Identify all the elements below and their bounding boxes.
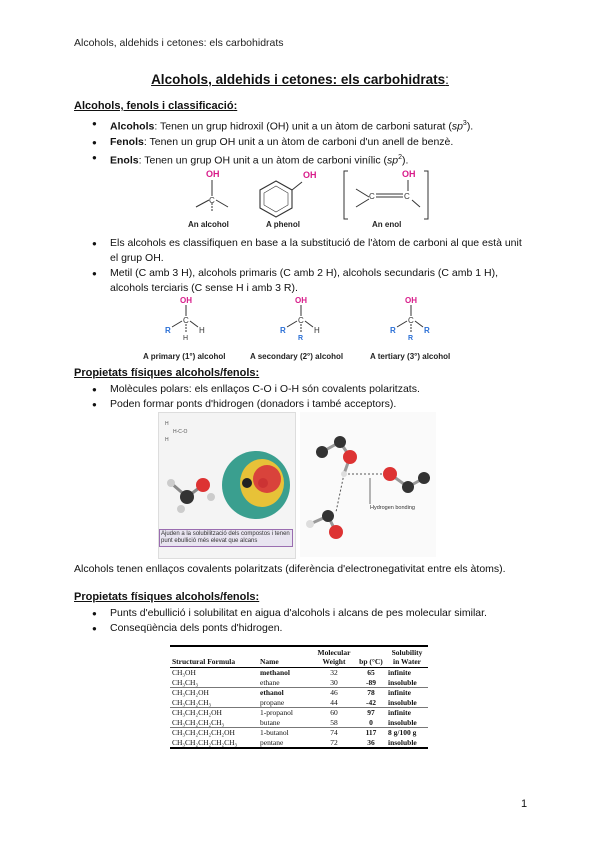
svg-text:C: C	[209, 196, 215, 205]
hydrogen-bond-network-icon	[300, 412, 436, 557]
col-structural-formula: Structural Formula	[170, 646, 258, 668]
svg-text:OH: OH	[295, 296, 307, 305]
bullet-hbonds: ● Poden formar ponts d'hidrogen (donadors i també acceptors).	[92, 397, 532, 412]
alcohol-structure-icon	[196, 169, 228, 212]
svg-text:R: R	[280, 326, 286, 335]
svg-text:H: H	[199, 326, 205, 335]
paragraph-polar-bonds: Alcohols tenen enllaços covalents polaritzats (diferència d'electronegativitat entre els àtoms).	[74, 563, 506, 575]
svg-text:R: R	[165, 326, 171, 335]
figure-note: Ajuden a la solubilització dels compostos i tenen punt ebullició més elevat que alcans	[159, 529, 293, 547]
svg-text:OH: OH	[402, 169, 416, 179]
section-heading-classification: Alcohols, fenols i classificació:	[74, 100, 238, 112]
svg-text:R: R	[390, 326, 396, 335]
svg-text:R: R	[424, 326, 430, 335]
svg-text:C: C	[298, 316, 304, 325]
bullet-substitution: ● Els alcohols es classifiquen en base a la substitució de l'àtom de carboni al que està unit el grup OH.	[92, 236, 532, 266]
table-header-row	[170, 646, 428, 668]
hydrogen-bonding-label: Hydrogen bonding	[370, 505, 415, 511]
secondary-alcohol-icon	[280, 296, 320, 342]
bullet-fenols: ● Fenols: Tenen un grup OH unit a un àtom de carboni d'un anell de benzè.	[92, 135, 532, 150]
svg-text:H: H	[183, 335, 189, 342]
section-heading-physical-2: Propietats físiques alcohols/fenols:	[74, 591, 260, 603]
caption-primary: A primary (1°) alcohol	[143, 352, 226, 361]
classification-bullets	[92, 116, 532, 168]
svg-text:C: C	[369, 192, 375, 201]
svg-text:C: C	[404, 192, 410, 201]
svg-text:R: R	[298, 335, 304, 342]
svg-text:OH: OH	[180, 296, 192, 305]
table-row: CH₃CH₂CH₂CH₃ butane 58 0 insoluble	[172, 717, 417, 727]
svg-text:OH: OH	[206, 169, 220, 179]
section-heading-physical-1: Propietats físiques alcohols/fenols:	[74, 367, 260, 379]
classification-bullets-2	[92, 236, 532, 296]
table-row: CH₃CH₂CH₃ propane 44 -42 insoluble	[172, 697, 417, 707]
page-number: 1	[521, 798, 528, 810]
bullet-hbond-consequence: ● Conseqüència dels ponts d'hidrogen.	[92, 621, 532, 636]
svg-text:OH: OH	[405, 296, 417, 305]
caption-alcohol: An alcohol	[188, 220, 229, 229]
bullet-polar: ● Molècules polars: els enllaços C-O i O-H són covalents polaritzats.	[92, 382, 532, 397]
svg-text:H: H	[165, 421, 169, 427]
svg-text:OH: OH	[303, 170, 317, 180]
svg-text:H: H	[314, 326, 320, 335]
page-title: Alcohols, aldehids i cetones: els carbohidrats:	[151, 72, 449, 87]
caption-enol: An enol	[372, 220, 402, 229]
table-row: CH₃CH₃ ethane 30 -89 insoluble	[172, 677, 417, 687]
bullet-alcohols: ● Alcohols: Tenen un grup hidroxil (OH) unit a un àtom de carboni saturat $(sp^3)$.	[92, 116, 532, 135]
col-molecular-weight: Molecular Weight	[312, 646, 356, 668]
boiling-point-table	[170, 645, 428, 749]
table-row: CH₃CH₂CH₂CH₂OH 1-butanol 74 117 8 g/100 g	[170, 728, 428, 738]
caption-phenol: A phenol	[266, 220, 300, 229]
caption-tertiary: A tertiary (3°) alcohol	[370, 352, 451, 361]
col-name: Name	[258, 646, 312, 668]
physical-bullets-1	[92, 382, 532, 412]
figure-hydrogen-bonding	[300, 412, 436, 557]
primary-alcohol-icon	[165, 296, 205, 342]
svg-text:C: C	[408, 316, 414, 325]
caption-secondary: A secondary (2°) alcohol	[250, 352, 344, 361]
enol-structure-icon	[344, 169, 428, 219]
figure-alcohol-classes	[140, 294, 470, 349]
table-row: CH₃CH₂CH₂OH 1-propanol 60 97 infinite	[170, 708, 428, 718]
bullet-boiling-points: ● Punts d'ebullició i solubilitat en aigua d'alcohols i alcans de pes molecular similar.	[92, 606, 532, 621]
table-row: CH₃CH₂CH₂CH₂CH₃ pentane 72 36 insoluble	[170, 738, 428, 749]
svg-text:C: C	[183, 316, 189, 325]
figure-methanol-models	[158, 412, 296, 559]
bullet-types: ● Metil (C amb 3 H), alcohols primaris (C amb 2 H), alcohols secundaris (C amb 1 H), alcohols terciaris (C sense H i amb 3 R).	[92, 266, 532, 296]
phenol-structure-icon	[260, 170, 317, 217]
col-solubility: Solubility in Water	[386, 646, 428, 668]
bullet-enols: ● Enols: Tenen un grup OH unit a un àtom de carboni vinílic $(sp^2)$.	[92, 150, 532, 169]
table-row: CH₃OH methanol 32 65 infinite	[172, 668, 411, 677]
tertiary-alcohol-icon	[390, 296, 430, 342]
physical-bullets-2	[92, 606, 532, 636]
running-header: Alcohols, aldehids i cetones: els carbohidrats	[74, 37, 284, 49]
table-row: CH₃CH₂OH ethanol 46 78 infinite	[170, 688, 428, 698]
col-bp: bp (°C)	[356, 646, 386, 668]
svg-text:H: H	[165, 437, 169, 443]
svg-text:R: R	[408, 335, 414, 342]
svg-text:H-C-O: H-C-O	[173, 429, 188, 435]
